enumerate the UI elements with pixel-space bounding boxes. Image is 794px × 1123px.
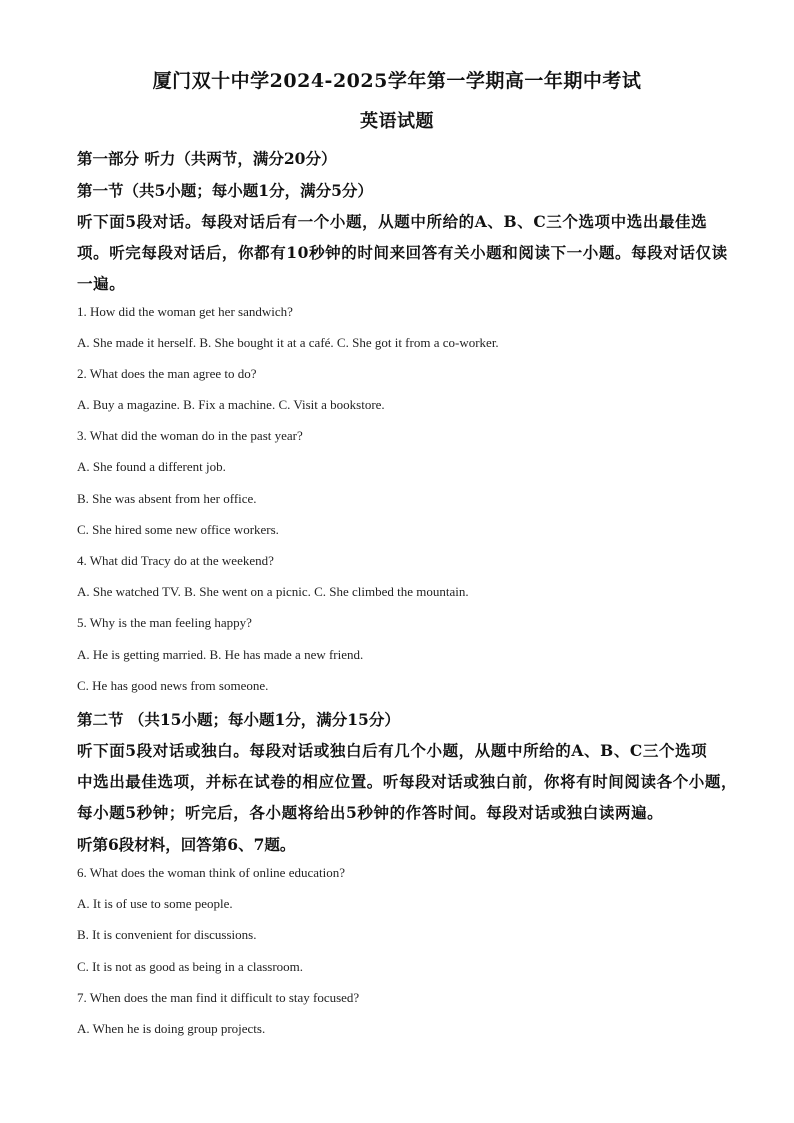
question-3-option-b: B. She was absent from her office. xyxy=(77,491,257,506)
section1-instruction-line: 项。听完每段对话后，你都有10秒钟的时间来回答有关小题和阅读下一小题。每段对话仅读 xyxy=(77,243,728,262)
section1-instruction-line: 一遍。 xyxy=(77,274,126,293)
question-4-options: A. She watched TV. B. She went on a picnic. C. She climbed the mountain. xyxy=(77,584,469,599)
question-2: 2. What does the man agree to do? xyxy=(77,366,257,381)
question-3-option-a: A. She found a different job. xyxy=(77,459,226,474)
question-3-option-c: C. She hired some new office workers. xyxy=(77,522,279,537)
question-6-option-b: B. It is convenient for discussions. xyxy=(77,927,257,942)
section1-instruction-line: 听下面5段对话。每段对话后有一个小题，从题中所给的A、B、C三个选项中选出最佳选 xyxy=(77,212,708,231)
exam-title: 厦门双十中学2024-2025学年第一学期高一年期中考试 xyxy=(152,70,642,92)
section2-instruction-line: 每小题5秒钟；听完后，各小题将给出5秒钟的作答时间。每段对话或独白读两遍。 xyxy=(77,803,664,822)
question-3: 3. What did the woman do in the past year? xyxy=(77,428,303,443)
question-7-option-a: A. When he is doing group projects. xyxy=(77,1021,266,1036)
question-5-options-ab: A. He is getting married. B. He has made a new friend. xyxy=(77,647,364,662)
question-2-options: A. Buy a magazine. B. Fix a machine. C. Visit a bookstore. xyxy=(77,397,385,412)
question-6-option-c: C. It is not as good as being in a classroom. xyxy=(77,959,304,974)
question-5: 5. Why is the man feeling happy? xyxy=(77,615,252,630)
material-6-heading: 听第6段材料，回答第6、7题。 xyxy=(77,835,296,854)
part1-heading: 第一部分 听力（共两节，满分20分） xyxy=(77,149,337,168)
question-6: 6. What does the woman think of online education? xyxy=(77,865,345,880)
question-5-option-c: C. He has good news from someone. xyxy=(77,678,269,693)
question-7: 7. When does the man find it difficult to stay focused? xyxy=(77,990,360,1005)
section2-instruction-line: 听下面5段对话或独白。每段对话或独白后有几个小题，从题中所给的A、B、C三个选项 xyxy=(77,741,708,760)
question-4: 4. What did Tracy do at the weekend? xyxy=(77,553,274,568)
question-6-option-a: A. It is of use to some people. xyxy=(77,896,233,911)
question-1-options: A. She made it herself. B. She bought it at a café. C. She got it from a co-worker. xyxy=(77,335,499,350)
section1-heading: 第一节（共5小题；每小题1分，满分5分） xyxy=(77,181,373,200)
section2-instruction-line: 中选出最佳选项，并标在试卷的相应位置。听每段对话或独白前，你将有时间阅读各个小题， xyxy=(77,772,738,791)
question-1: 1. How did the woman get her sandwich? xyxy=(77,304,293,319)
exam-subtitle: 英语试题 xyxy=(360,111,434,132)
section2-heading: 第二节 （共15小题；每小题1分，满分15分） xyxy=(77,710,400,729)
